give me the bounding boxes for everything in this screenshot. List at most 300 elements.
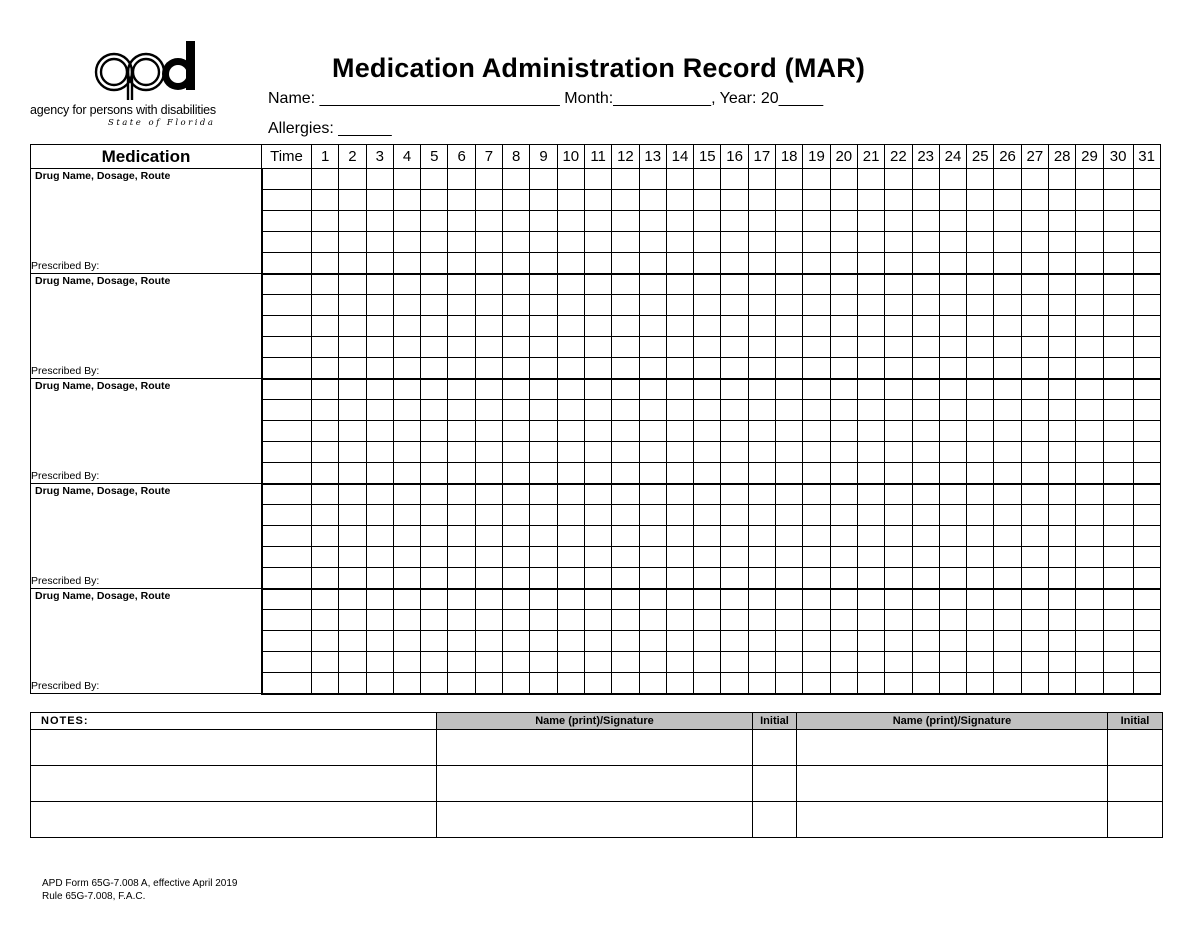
- day-cell[interactable]: [1021, 484, 1048, 505]
- day-cell[interactable]: [530, 295, 557, 316]
- day-cell[interactable]: [939, 211, 966, 232]
- day-cell[interactable]: [530, 337, 557, 358]
- day-cell[interactable]: [557, 631, 584, 652]
- day-cell[interactable]: [885, 379, 912, 400]
- day-cell[interactable]: [503, 253, 530, 274]
- day-cell[interactable]: [1021, 526, 1048, 547]
- day-cell[interactable]: [421, 421, 448, 442]
- day-cell[interactable]: [448, 295, 475, 316]
- day-cell[interactable]: [912, 631, 939, 652]
- day-cell[interactable]: [475, 589, 502, 610]
- day-cell[interactable]: [1103, 232, 1133, 253]
- day-cell[interactable]: [1049, 547, 1076, 568]
- day-cell[interactable]: [748, 274, 775, 295]
- day-cell[interactable]: [312, 211, 339, 232]
- time-cell[interactable]: [262, 463, 312, 484]
- day-cell[interactable]: [912, 253, 939, 274]
- day-cell[interactable]: [666, 547, 693, 568]
- day-cell[interactable]: [912, 379, 939, 400]
- day-cell[interactable]: [776, 589, 803, 610]
- day-cell[interactable]: [857, 442, 884, 463]
- day-cell[interactable]: [776, 253, 803, 274]
- day-cell[interactable]: [721, 400, 748, 421]
- signature-cell[interactable]: [797, 766, 1108, 802]
- day-cell[interactable]: [639, 610, 666, 631]
- day-cell[interactable]: [967, 295, 994, 316]
- day-cell[interactable]: [557, 526, 584, 547]
- day-cell[interactable]: [639, 337, 666, 358]
- day-cell[interactable]: [557, 316, 584, 337]
- day-cell[interactable]: [830, 547, 857, 568]
- initial-cell[interactable]: [1108, 802, 1163, 838]
- day-cell[interactable]: [530, 673, 557, 694]
- day-cell[interactable]: [1076, 568, 1103, 589]
- day-cell[interactable]: [475, 337, 502, 358]
- day-cell[interactable]: [530, 421, 557, 442]
- day-cell[interactable]: [994, 568, 1021, 589]
- day-cell[interactable]: [312, 631, 339, 652]
- day-cell[interactable]: [503, 211, 530, 232]
- day-cell[interactable]: [1076, 169, 1103, 190]
- day-cell[interactable]: [1049, 379, 1076, 400]
- day-cell[interactable]: [830, 610, 857, 631]
- time-cell[interactable]: [262, 631, 312, 652]
- day-cell[interactable]: [339, 631, 366, 652]
- day-cell[interactable]: [666, 505, 693, 526]
- day-cell[interactable]: [421, 484, 448, 505]
- time-cell[interactable]: [262, 484, 312, 505]
- day-cell[interactable]: [1103, 274, 1133, 295]
- day-cell[interactable]: [339, 568, 366, 589]
- day-cell[interactable]: [448, 610, 475, 631]
- day-cell[interactable]: [721, 631, 748, 652]
- day-cell[interactable]: [666, 442, 693, 463]
- day-cell[interactable]: [1103, 505, 1133, 526]
- day-cell[interactable]: [366, 589, 393, 610]
- day-cell[interactable]: [803, 421, 830, 442]
- day-cell[interactable]: [393, 610, 420, 631]
- day-cell[interactable]: [366, 190, 393, 211]
- day-cell[interactable]: [830, 232, 857, 253]
- day-cell[interactable]: [584, 589, 611, 610]
- day-cell[interactable]: [448, 505, 475, 526]
- day-cell[interactable]: [748, 652, 775, 673]
- day-cell[interactable]: [857, 358, 884, 379]
- day-cell[interactable]: [912, 337, 939, 358]
- day-cell[interactable]: [475, 631, 502, 652]
- day-cell[interactable]: [694, 673, 721, 694]
- day-cell[interactable]: [557, 421, 584, 442]
- day-cell[interactable]: [721, 274, 748, 295]
- day-cell[interactable]: [1133, 484, 1160, 505]
- day-cell[interactable]: [366, 610, 393, 631]
- day-cell[interactable]: [830, 442, 857, 463]
- day-cell[interactable]: [1021, 505, 1048, 526]
- day-cell[interactable]: [885, 589, 912, 610]
- day-cell[interactable]: [885, 400, 912, 421]
- day-cell[interactable]: [475, 610, 502, 631]
- day-cell[interactable]: [339, 547, 366, 568]
- day-cell[interactable]: [475, 295, 502, 316]
- day-cell[interactable]: [475, 232, 502, 253]
- day-cell[interactable]: [339, 589, 366, 610]
- day-cell[interactable]: [912, 442, 939, 463]
- day-cell[interactable]: [885, 253, 912, 274]
- day-cell[interactable]: [721, 610, 748, 631]
- initial-cell[interactable]: [753, 730, 797, 766]
- day-cell[interactable]: [366, 169, 393, 190]
- day-cell[interactable]: [1021, 337, 1048, 358]
- day-cell[interactable]: [639, 316, 666, 337]
- day-cell[interactable]: [1049, 421, 1076, 442]
- day-cell[interactable]: [776, 442, 803, 463]
- day-cell[interactable]: [557, 274, 584, 295]
- day-cell[interactable]: [721, 547, 748, 568]
- notes-cell[interactable]: [31, 766, 437, 802]
- day-cell[interactable]: [1049, 274, 1076, 295]
- day-cell[interactable]: [994, 631, 1021, 652]
- day-cell[interactable]: [885, 442, 912, 463]
- day-cell[interactable]: [639, 421, 666, 442]
- day-cell[interactable]: [1133, 379, 1160, 400]
- day-cell[interactable]: [1103, 337, 1133, 358]
- day-cell[interactable]: [803, 484, 830, 505]
- day-cell[interactable]: [448, 253, 475, 274]
- day-cell[interactable]: [339, 190, 366, 211]
- day-cell[interactable]: [557, 190, 584, 211]
- day-cell[interactable]: [393, 190, 420, 211]
- day-cell[interactable]: [612, 253, 639, 274]
- day-cell[interactable]: [1133, 442, 1160, 463]
- day-cell[interactable]: [994, 316, 1021, 337]
- day-cell[interactable]: [421, 547, 448, 568]
- day-cell[interactable]: [857, 673, 884, 694]
- day-cell[interactable]: [584, 484, 611, 505]
- day-cell[interactable]: [503, 673, 530, 694]
- day-cell[interactable]: [830, 316, 857, 337]
- day-cell[interactable]: [1133, 547, 1160, 568]
- day-cell[interactable]: [475, 421, 502, 442]
- time-cell[interactable]: [262, 400, 312, 421]
- time-cell[interactable]: [262, 526, 312, 547]
- day-cell[interactable]: [557, 169, 584, 190]
- day-cell[interactable]: [912, 589, 939, 610]
- day-cell[interactable]: [803, 568, 830, 589]
- day-cell[interactable]: [1076, 295, 1103, 316]
- day-cell[interactable]: [666, 232, 693, 253]
- day-cell[interactable]: [885, 505, 912, 526]
- day-cell[interactable]: [830, 631, 857, 652]
- day-cell[interactable]: [393, 547, 420, 568]
- day-cell[interactable]: [857, 463, 884, 484]
- day-cell[interactable]: [939, 316, 966, 337]
- day-cell[interactable]: [339, 526, 366, 547]
- day-cell[interactable]: [639, 568, 666, 589]
- day-cell[interactable]: [393, 652, 420, 673]
- day-cell[interactable]: [339, 673, 366, 694]
- day-cell[interactable]: [1076, 379, 1103, 400]
- day-cell[interactable]: [748, 190, 775, 211]
- day-cell[interactable]: [339, 316, 366, 337]
- day-cell[interactable]: [694, 631, 721, 652]
- day-cell[interactable]: [503, 505, 530, 526]
- day-cell[interactable]: [503, 358, 530, 379]
- day-cell[interactable]: [776, 169, 803, 190]
- day-cell[interactable]: [448, 568, 475, 589]
- day-cell[interactable]: [830, 505, 857, 526]
- day-cell[interactable]: [803, 232, 830, 253]
- day-cell[interactable]: [694, 568, 721, 589]
- day-cell[interactable]: [1103, 295, 1133, 316]
- day-cell[interactable]: [503, 379, 530, 400]
- day-cell[interactable]: [748, 211, 775, 232]
- day-cell[interactable]: [830, 526, 857, 547]
- day-cell[interactable]: [639, 169, 666, 190]
- day-cell[interactable]: [448, 631, 475, 652]
- day-cell[interactable]: [830, 673, 857, 694]
- day-cell[interactable]: [393, 358, 420, 379]
- day-cell[interactable]: [830, 169, 857, 190]
- day-cell[interactable]: [1103, 526, 1133, 547]
- day-cell[interactable]: [857, 526, 884, 547]
- day-cell[interactable]: [967, 673, 994, 694]
- day-cell[interactable]: [366, 232, 393, 253]
- day-cell[interactable]: [503, 274, 530, 295]
- day-cell[interactable]: [748, 421, 775, 442]
- day-cell[interactable]: [339, 253, 366, 274]
- day-cell[interactable]: [994, 358, 1021, 379]
- day-cell[interactable]: [1103, 253, 1133, 274]
- day-cell[interactable]: [421, 232, 448, 253]
- day-cell[interactable]: [1021, 379, 1048, 400]
- day-cell[interactable]: [885, 421, 912, 442]
- day-cell[interactable]: [967, 274, 994, 295]
- day-cell[interactable]: [366, 421, 393, 442]
- day-cell[interactable]: [584, 169, 611, 190]
- day-cell[interactable]: [639, 631, 666, 652]
- day-cell[interactable]: [1049, 316, 1076, 337]
- day-cell[interactable]: [857, 400, 884, 421]
- day-cell[interactable]: [448, 463, 475, 484]
- day-cell[interactable]: [803, 463, 830, 484]
- day-cell[interactable]: [694, 232, 721, 253]
- day-cell[interactable]: [530, 526, 557, 547]
- day-cell[interactable]: [1103, 463, 1133, 484]
- time-cell[interactable]: [262, 547, 312, 568]
- day-cell[interactable]: [776, 631, 803, 652]
- day-cell[interactable]: [967, 610, 994, 631]
- day-cell[interactable]: [530, 400, 557, 421]
- day-cell[interactable]: [1076, 652, 1103, 673]
- day-cell[interactable]: [612, 463, 639, 484]
- day-cell[interactable]: [694, 442, 721, 463]
- day-cell[interactable]: [1021, 442, 1048, 463]
- day-cell[interactable]: [421, 400, 448, 421]
- day-cell[interactable]: [912, 547, 939, 568]
- day-cell[interactable]: [1103, 442, 1133, 463]
- day-cell[interactable]: [721, 505, 748, 526]
- day-cell[interactable]: [857, 211, 884, 232]
- day-cell[interactable]: [557, 232, 584, 253]
- day-cell[interactable]: [967, 505, 994, 526]
- day-cell[interactable]: [530, 484, 557, 505]
- day-cell[interactable]: [1076, 610, 1103, 631]
- day-cell[interactable]: [885, 463, 912, 484]
- day-cell[interactable]: [994, 295, 1021, 316]
- day-cell[interactable]: [366, 337, 393, 358]
- day-cell[interactable]: [366, 400, 393, 421]
- day-cell[interactable]: [994, 190, 1021, 211]
- day-cell[interactable]: [721, 232, 748, 253]
- day-cell[interactable]: [1049, 652, 1076, 673]
- day-cell[interactable]: [776, 568, 803, 589]
- day-cell[interactable]: [421, 211, 448, 232]
- day-cell[interactable]: [776, 610, 803, 631]
- day-cell[interactable]: [1076, 547, 1103, 568]
- day-cell[interactable]: [639, 358, 666, 379]
- day-cell[interactable]: [776, 274, 803, 295]
- day-cell[interactable]: [339, 505, 366, 526]
- day-cell[interactable]: [803, 211, 830, 232]
- day-cell[interactable]: [994, 652, 1021, 673]
- day-cell[interactable]: [503, 526, 530, 547]
- day-cell[interactable]: [312, 505, 339, 526]
- day-cell[interactable]: [1021, 652, 1048, 673]
- day-cell[interactable]: [393, 484, 420, 505]
- day-cell[interactable]: [967, 232, 994, 253]
- initial-cell[interactable]: [753, 802, 797, 838]
- day-cell[interactable]: [448, 274, 475, 295]
- day-cell[interactable]: [1021, 610, 1048, 631]
- day-cell[interactable]: [994, 169, 1021, 190]
- day-cell[interactable]: [1076, 673, 1103, 694]
- day-cell[interactable]: [857, 505, 884, 526]
- day-cell[interactable]: [721, 379, 748, 400]
- day-cell[interactable]: [830, 568, 857, 589]
- day-cell[interactable]: [339, 358, 366, 379]
- time-cell[interactable]: [262, 358, 312, 379]
- day-cell[interactable]: [639, 232, 666, 253]
- day-cell[interactable]: [939, 610, 966, 631]
- day-cell[interactable]: [421, 631, 448, 652]
- day-cell[interactable]: [857, 379, 884, 400]
- day-cell[interactable]: [803, 526, 830, 547]
- day-cell[interactable]: [393, 169, 420, 190]
- day-cell[interactable]: [393, 337, 420, 358]
- day-cell[interactable]: [393, 442, 420, 463]
- day-cell[interactable]: [939, 505, 966, 526]
- day-cell[interactable]: [885, 190, 912, 211]
- day-cell[interactable]: [557, 442, 584, 463]
- day-cell[interactable]: [912, 358, 939, 379]
- day-cell[interactable]: [639, 463, 666, 484]
- day-cell[interactable]: [612, 190, 639, 211]
- day-cell[interactable]: [803, 379, 830, 400]
- day-cell[interactable]: [939, 568, 966, 589]
- day-cell[interactable]: [393, 463, 420, 484]
- day-cell[interactable]: [312, 253, 339, 274]
- day-cell[interactable]: [584, 442, 611, 463]
- day-cell[interactable]: [339, 421, 366, 442]
- day-cell[interactable]: [612, 316, 639, 337]
- day-cell[interactable]: [748, 505, 775, 526]
- day-cell[interactable]: [1049, 610, 1076, 631]
- day-cell[interactable]: [666, 169, 693, 190]
- day-cell[interactable]: [639, 673, 666, 694]
- day-cell[interactable]: [857, 232, 884, 253]
- day-cell[interactable]: [885, 211, 912, 232]
- day-cell[interactable]: [994, 547, 1021, 568]
- day-cell[interactable]: [967, 631, 994, 652]
- day-cell[interactable]: [939, 337, 966, 358]
- day-cell[interactable]: [366, 568, 393, 589]
- day-cell[interactable]: [1049, 484, 1076, 505]
- day-cell[interactable]: [1103, 169, 1133, 190]
- day-cell[interactable]: [1049, 568, 1076, 589]
- allergies-line[interactable]: Allergies: ______: [268, 120, 392, 137]
- day-cell[interactable]: [1133, 421, 1160, 442]
- day-cell[interactable]: [666, 463, 693, 484]
- day-cell[interactable]: [339, 211, 366, 232]
- day-cell[interactable]: [312, 295, 339, 316]
- day-cell[interactable]: [503, 652, 530, 673]
- day-cell[interactable]: [584, 337, 611, 358]
- day-cell[interactable]: [967, 484, 994, 505]
- day-cell[interactable]: [366, 673, 393, 694]
- day-cell[interactable]: [748, 295, 775, 316]
- day-cell[interactable]: [421, 673, 448, 694]
- signature-cell[interactable]: [437, 766, 753, 802]
- day-cell[interactable]: [803, 316, 830, 337]
- day-cell[interactable]: [721, 673, 748, 694]
- day-cell[interactable]: [830, 421, 857, 442]
- day-cell[interactable]: [503, 484, 530, 505]
- day-cell[interactable]: [857, 190, 884, 211]
- day-cell[interactable]: [748, 484, 775, 505]
- day-cell[interactable]: [557, 400, 584, 421]
- day-cell[interactable]: [803, 547, 830, 568]
- day-cell[interactable]: [475, 274, 502, 295]
- day-cell[interactable]: [857, 631, 884, 652]
- day-cell[interactable]: [393, 400, 420, 421]
- day-cell[interactable]: [312, 652, 339, 673]
- day-cell[interactable]: [584, 463, 611, 484]
- day-cell[interactable]: [666, 484, 693, 505]
- day-cell[interactable]: [857, 484, 884, 505]
- day-cell[interactable]: [666, 190, 693, 211]
- time-cell[interactable]: [262, 652, 312, 673]
- day-cell[interactable]: [312, 484, 339, 505]
- day-cell[interactable]: [994, 610, 1021, 631]
- day-cell[interactable]: [939, 274, 966, 295]
- day-cell[interactable]: [612, 169, 639, 190]
- day-cell[interactable]: [939, 358, 966, 379]
- day-cell[interactable]: [885, 568, 912, 589]
- day-cell[interactable]: [312, 442, 339, 463]
- day-cell[interactable]: [939, 442, 966, 463]
- day-cell[interactable]: [503, 547, 530, 568]
- day-cell[interactable]: [694, 652, 721, 673]
- day-cell[interactable]: [1076, 631, 1103, 652]
- day-cell[interactable]: [1021, 316, 1048, 337]
- day-cell[interactable]: [1021, 274, 1048, 295]
- name-month-year-line[interactable]: Name: ___________________________ Month:___________, Year: 20_____: [268, 90, 824, 107]
- day-cell[interactable]: [939, 484, 966, 505]
- day-cell[interactable]: [339, 610, 366, 631]
- day-cell[interactable]: [448, 673, 475, 694]
- day-cell[interactable]: [748, 232, 775, 253]
- day-cell[interactable]: [1133, 652, 1160, 673]
